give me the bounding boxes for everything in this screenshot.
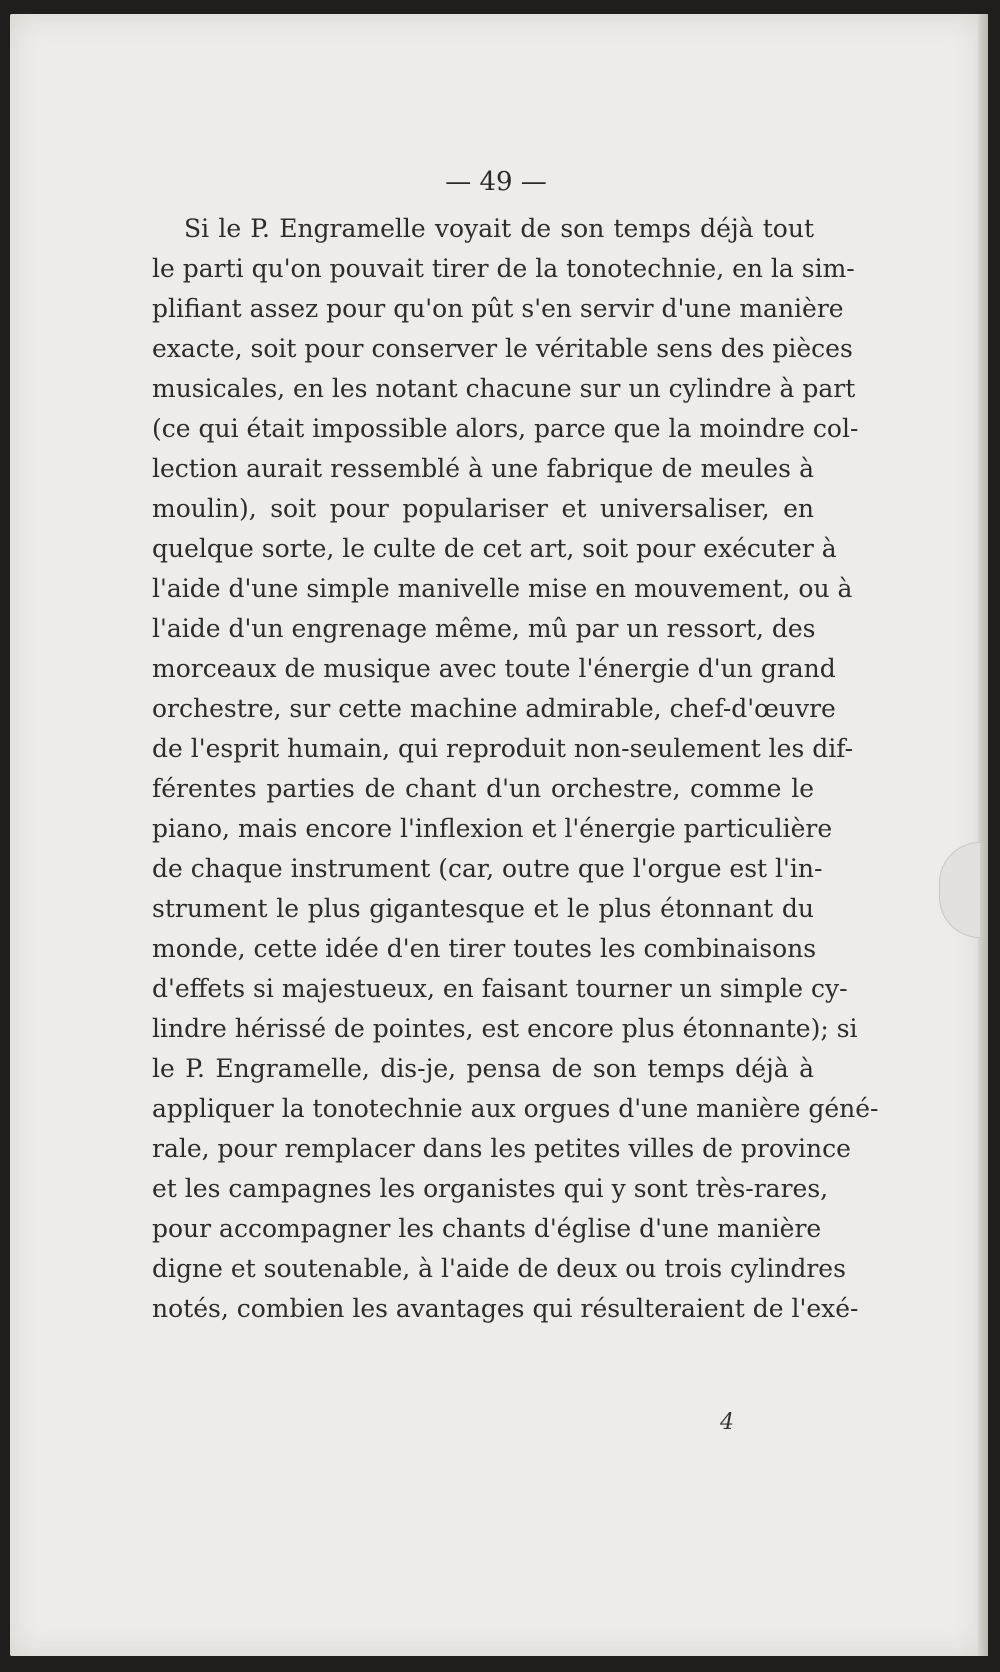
text-line: appliquer la tonotechnie aux orgues d'une manière géné- bbox=[152, 1094, 879, 1123]
text-line: moulin), soit pour populariser et universaliser, en bbox=[152, 494, 814, 523]
text-line: strument le plus gigantesque et le plus étonnant du bbox=[152, 894, 814, 923]
text-line: plifiant assez pour qu'on pût s'en servir d'une manière bbox=[152, 294, 844, 323]
text-line: lindre hérissé de pointes, est encore plus étonnante); si bbox=[152, 1014, 858, 1043]
text-line: quelque sorte, le culte de cet art, soit pour exécuter à bbox=[152, 534, 837, 563]
page-number: — 49 — bbox=[445, 167, 547, 197]
text-line: digne et soutenable, à l'aide de deux ou trois cylindres bbox=[152, 1254, 846, 1283]
text-line: et les campagnes les organistes qui y sont très-rares, bbox=[152, 1174, 829, 1203]
text-line: orchestre, sur cette machine admirable, chef-d'œuvre bbox=[152, 694, 836, 723]
text-line: d'effets si majestueux, en faisant tourner un simple cy- bbox=[152, 974, 848, 1003]
page-edge bbox=[978, 14, 988, 1656]
thumb-index-cutout bbox=[939, 842, 980, 938]
text-line: le P. Engramelle, dis-je, pensa de son temps déjà à bbox=[152, 1054, 814, 1083]
text-line: exacte, soit pour conserver le véritable sens des pièces bbox=[152, 334, 853, 363]
text-line: l'aide d'un engrenage même, mû par un ressort, des bbox=[152, 614, 816, 643]
text-line: (ce qui était impossible alors, parce que la moindre col- bbox=[152, 414, 859, 443]
text-line: morceaux de musique avec toute l'énergie d'un grand bbox=[152, 654, 836, 683]
text-line: l'aide d'une simple manivelle mise en mouvement, ou à bbox=[152, 574, 853, 603]
text-line: lection aurait ressemblé à une fabrique de meules à bbox=[152, 454, 814, 483]
text-line: notés, combien les avantages qui résulteraient de l'exé- bbox=[152, 1294, 859, 1323]
text-line: pour accompagner les chants d'église d'une manière bbox=[152, 1214, 822, 1243]
book-page bbox=[10, 14, 982, 1656]
text-line: piano, mais encore l'inflexion et l'énergie particulière bbox=[152, 814, 833, 843]
text-line: rale, pour remplacer dans les petites villes de province bbox=[152, 1134, 851, 1163]
text-line: le parti qu'on pouvait tirer de la tonotechnie, en la sim- bbox=[152, 254, 855, 283]
signature-mark: 4 bbox=[720, 1410, 734, 1435]
text-line: de l'esprit humain, qui reproduit non-seulement les dif- bbox=[152, 734, 854, 763]
text-line: musicales, en les notant chacune sur un cylindre à part bbox=[152, 374, 856, 403]
text-line: monde, cette idée d'en tirer toutes les combinaisons bbox=[152, 934, 817, 963]
text-line: férentes parties de chant d'un orchestre, comme le bbox=[152, 774, 814, 803]
text-line: de chaque instrument (car, outre que l'orgue est l'in- bbox=[152, 854, 823, 883]
text-line: Si le P. Engramelle voyait de son temps déjà tout bbox=[184, 214, 814, 243]
